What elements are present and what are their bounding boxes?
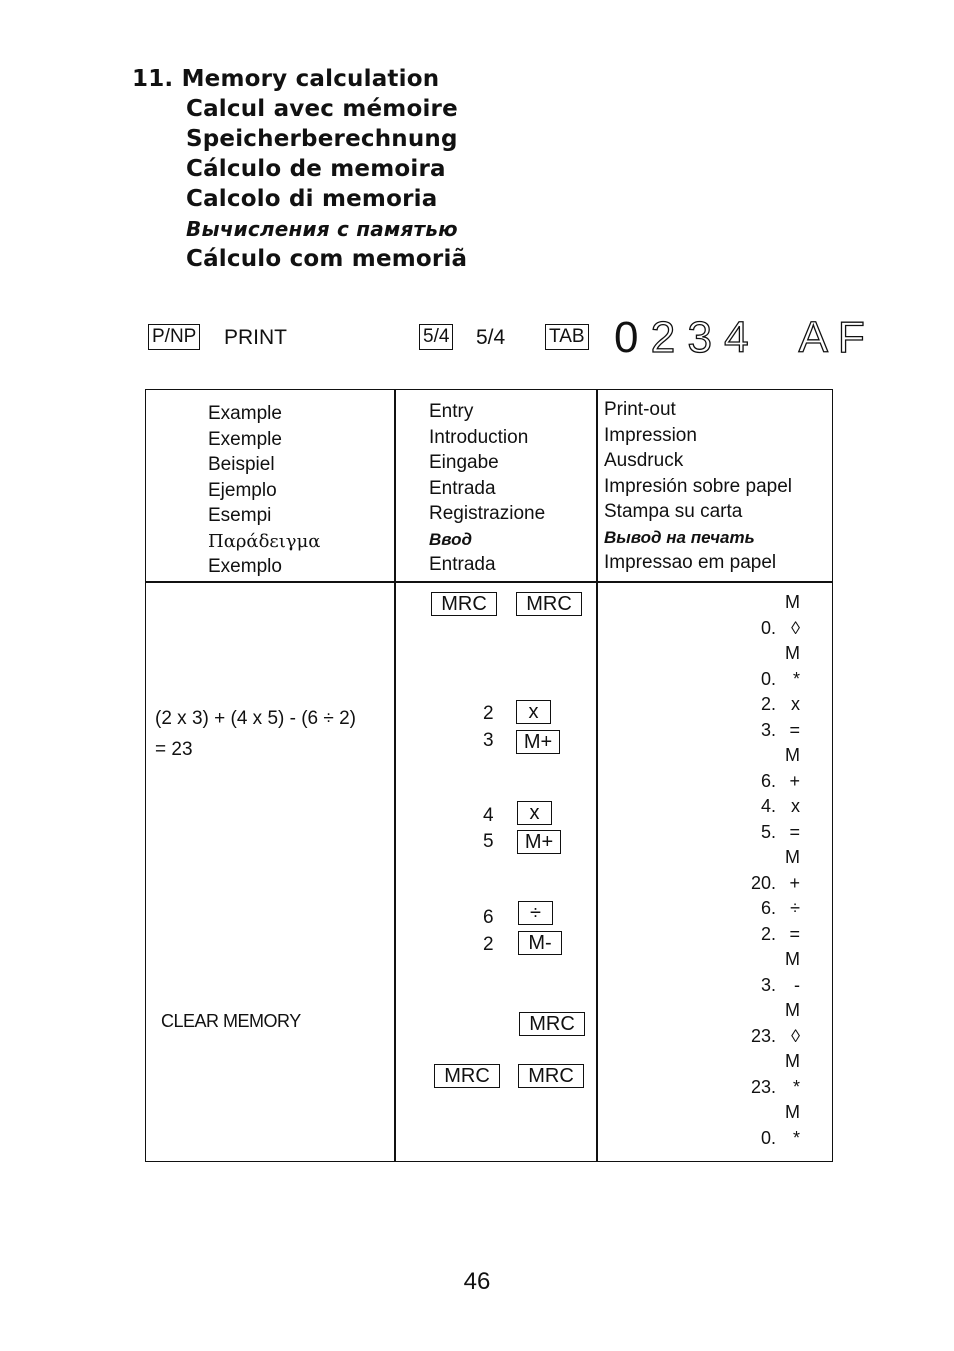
mrc-key: MRC — [434, 1064, 500, 1088]
printout-symbol: x — [791, 796, 800, 816]
header-entry-pt: Entrada — [429, 554, 496, 575]
printout-line — [706, 999, 800, 1021]
printout-symbol: + — [789, 872, 800, 893]
entry-number: 2 — [483, 934, 494, 955]
printout-symbol: * — [792, 1127, 800, 1148]
printout-value: 2. — [760, 694, 776, 714]
printout-value: 5. — [760, 821, 776, 842]
divide-key: ÷ — [518, 901, 553, 925]
printout-line — [706, 974, 800, 996]
header-printout-en: Print-out — [604, 399, 676, 420]
entry-number: 4 — [483, 805, 494, 826]
entry-number: 6 — [483, 907, 494, 928]
heading-line-it: Calcolo di memoria — [186, 186, 438, 212]
header-example-fr: Exemple — [208, 428, 282, 450]
header-example-it: Esempi — [208, 505, 272, 526]
printout-value: 4. — [760, 796, 776, 816]
printout-value: 3. — [760, 974, 776, 995]
page-number: 46 — [463, 1268, 491, 1295]
printout-line — [706, 821, 800, 843]
printout-line — [706, 1050, 800, 1072]
printout-value: 3. — [760, 719, 776, 740]
header-printout-fr: Impression — [604, 424, 697, 446]
print-label: PRINT — [224, 326, 287, 349]
printout-symbol: M — [785, 949, 800, 969]
printout-symbol: x — [791, 694, 800, 714]
header-entry-ru: Ввод — [429, 529, 473, 549]
printout-line — [706, 846, 800, 868]
printout-value: 23. — [750, 1076, 776, 1097]
m-plus-key: M+ — [517, 830, 561, 854]
header-printout — [604, 397, 792, 576]
printout-line — [706, 744, 800, 766]
header-example-en: Example — [208, 403, 282, 424]
printout-line — [706, 1101, 800, 1123]
fraction-label: 5/4 — [476, 326, 506, 349]
heading-line-pt: Cálculo com memoriã — [186, 246, 468, 272]
display-letter-f: F — [837, 313, 865, 362]
printout-symbol: + — [789, 770, 800, 791]
display-digit-2: 2 — [650, 313, 676, 362]
display-digit-3: 3 — [687, 313, 712, 362]
printout-symbol: M — [785, 745, 800, 765]
header-entry-es: Entrada — [429, 477, 496, 499]
printout-symbol: M — [785, 1000, 800, 1020]
heading-line-en — [132, 64, 467, 94]
header-example-es: Ejemplo — [208, 479, 277, 501]
printout-value: 23. — [750, 1025, 776, 1046]
heading-line-es: Cálculo de memoira — [186, 156, 446, 182]
heading-title-en: Memory calculation — [181, 66, 440, 92]
entry-number: 5 — [483, 831, 494, 852]
printout-line — [706, 770, 800, 792]
printout-line — [706, 795, 800, 817]
column-divider — [596, 390, 598, 1161]
heading-line-fr: Calcul avec mémoire — [186, 96, 458, 122]
header-example — [208, 401, 320, 580]
multiply-key: x — [516, 700, 551, 724]
header-entry-fr: Introduction — [429, 426, 529, 448]
decimal-display — [614, 313, 865, 362]
header-entry-en: Entry — [429, 401, 474, 422]
printout-line — [706, 617, 800, 639]
printout-symbol: ÷ — [790, 898, 800, 918]
header-example-pt: Exemplo — [208, 556, 282, 577]
display-digit-0: 0 — [614, 313, 639, 362]
printout-value: 0. — [760, 1127, 776, 1148]
printout-symbol: * — [792, 1076, 800, 1097]
column-divider — [394, 390, 396, 1161]
m-minus-key: M- — [518, 931, 562, 955]
printout-line — [706, 948, 800, 970]
header-printout-de: Ausdruck — [604, 450, 684, 471]
header-entry — [429, 399, 545, 578]
printout-line — [706, 591, 800, 613]
mrc-key: MRC — [431, 592, 497, 616]
header-printout-es: Impresión sobre papel — [604, 475, 792, 497]
display-digit-4: 4 — [724, 313, 749, 362]
mrc-key: MRC — [518, 1064, 584, 1088]
printout-symbol: = — [789, 923, 800, 944]
settings-row — [0, 313, 954, 366]
tab-key: TAB — [545, 324, 589, 350]
header-printout-ru: Вывод на печать — [604, 527, 755, 547]
heading-line-de: Speicherberechnung — [186, 126, 458, 152]
entry-number: 2 — [483, 703, 494, 724]
printout-value: 2. — [760, 923, 776, 944]
printout-line — [706, 897, 800, 919]
printout-line — [706, 693, 800, 715]
m-plus-key: M+ — [516, 730, 560, 754]
header-entry-it: Registrazione — [429, 503, 546, 524]
printout-symbol: ◊ — [791, 617, 800, 638]
printout-line — [706, 872, 800, 894]
multiply-key: x — [517, 801, 552, 825]
printout-symbol: M — [785, 1051, 800, 1071]
section-heading — [132, 64, 467, 274]
header-entry-de: Eingabe — [429, 452, 499, 473]
example-result: = 23 — [155, 739, 193, 760]
printout-symbol: M — [785, 847, 800, 867]
entry-number: 3 — [483, 730, 494, 751]
printout-line — [706, 668, 800, 690]
example-expression: (2 x 3) + (4 x 5) - (6 ÷ 2) — [155, 708, 357, 729]
printout-line — [706, 923, 800, 945]
printout-line — [706, 1025, 800, 1047]
printout-symbol: ◊ — [791, 1025, 800, 1046]
printout-value: 20. — [750, 872, 776, 893]
printout-symbol: - — [794, 974, 800, 995]
printout-line — [706, 1127, 800, 1149]
header-printout-it: Stampa su carta — [604, 501, 743, 522]
header-printout-pt: Impressao em papel — [604, 552, 777, 573]
printout-value: 0. — [760, 668, 776, 689]
mrc-key: MRC — [519, 1012, 585, 1036]
header-divider — [146, 581, 832, 583]
printout-value: 0. — [760, 617, 776, 638]
mrc-key: MRC — [516, 592, 582, 616]
printout-symbol: M — [785, 592, 800, 612]
printout-symbol: M — [785, 643, 800, 663]
pnp-key: P/NP — [148, 324, 200, 350]
fraction-key: 5/4 — [419, 324, 453, 350]
printout-value: 6. — [760, 898, 776, 918]
printout-symbol: * — [792, 668, 800, 689]
heading-line-ru: Вычисления с памятью — [186, 217, 458, 241]
section-number: 11. — [132, 66, 174, 92]
printout-line — [706, 719, 800, 741]
header-example-el: Παράδειγμα — [208, 530, 321, 552]
printout-symbol: = — [789, 821, 800, 842]
memory-calc-table — [145, 389, 833, 1162]
printout-symbol: = — [789, 719, 800, 740]
printout-symbol: M — [785, 1102, 800, 1122]
printout-value: 6. — [760, 770, 776, 791]
clear-memory-label: CLEAR MEMORY — [161, 1011, 301, 1031]
display-letter-a: A — [798, 313, 826, 362]
printout-line — [706, 642, 800, 664]
printout-line — [706, 1076, 800, 1098]
header-example-de: Beispiel — [208, 454, 275, 475]
